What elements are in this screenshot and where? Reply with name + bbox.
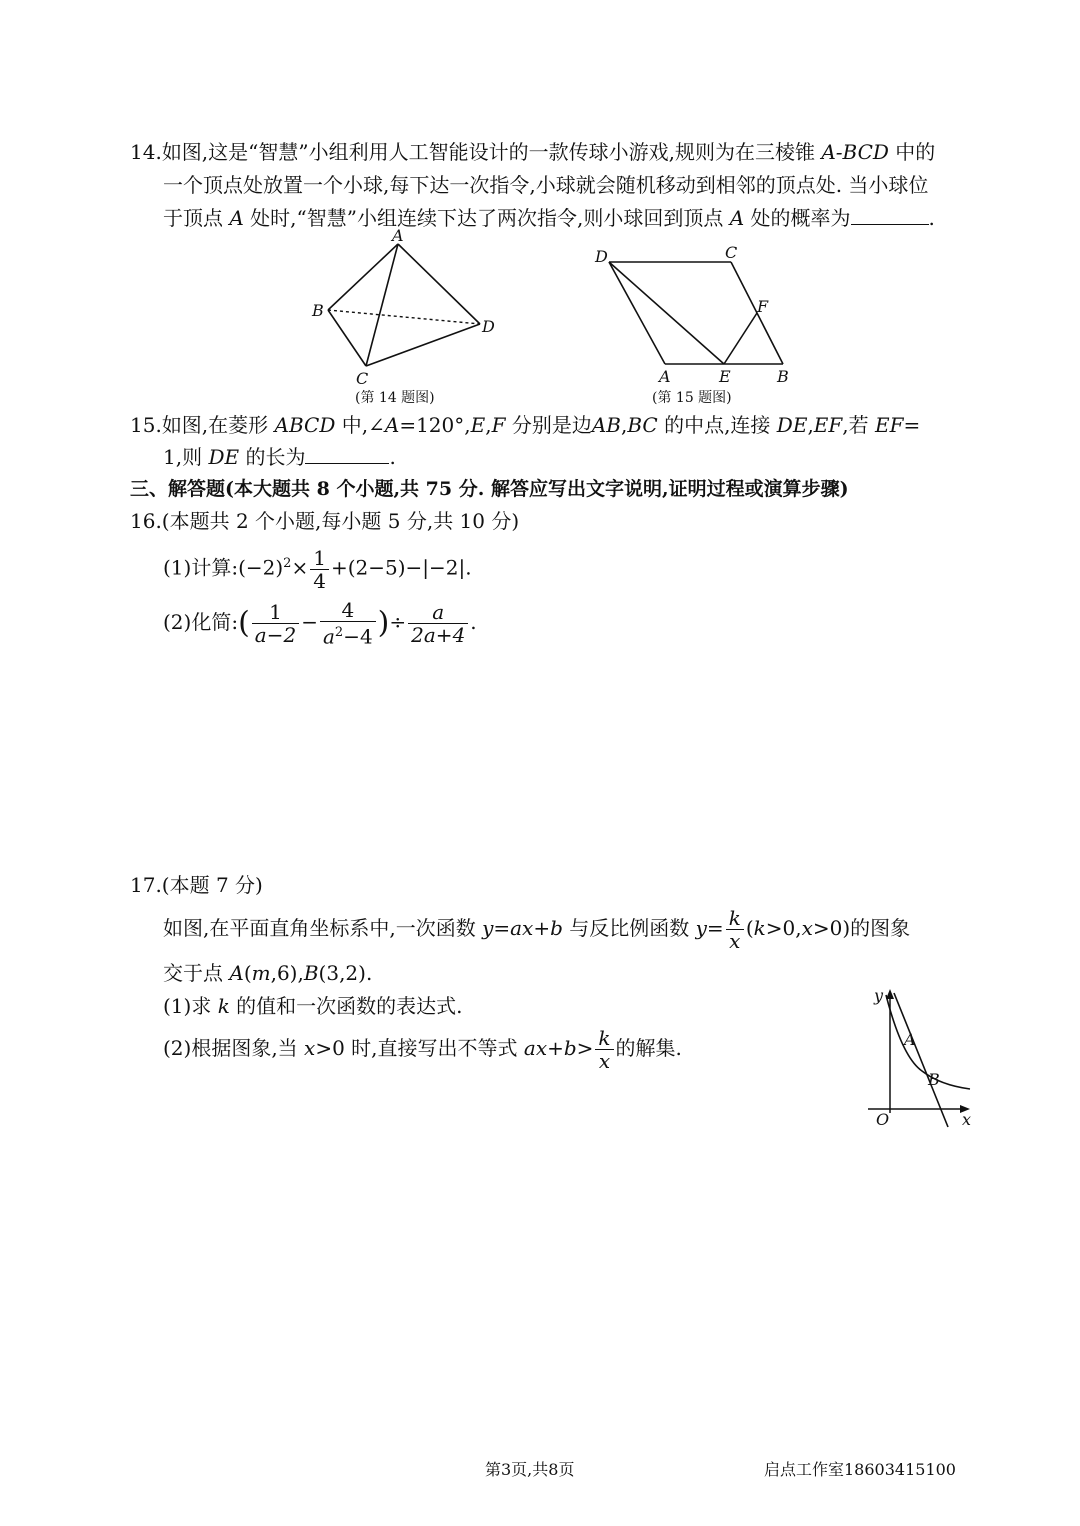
edge-ab — [328, 244, 398, 310]
edge-ad — [609, 262, 665, 364]
q15-line2: 1,则 DE 的长为 . — [163, 445, 396, 469]
q17-line2: 交于点 A(m,6),B(3,2). — [163, 961, 373, 985]
label-e: E — [719, 367, 731, 385]
q14-caption: (第 14 题图) — [355, 390, 435, 406]
edge-cd — [366, 324, 480, 366]
q14-number: 14. — [130, 140, 162, 164]
fraction-1-over-a-minus-2: $\frac{1}{a-2}$ — [252, 601, 299, 646]
q14-line2: 一个顶点处放置一个小球,每下达一次指令,小球就会随机移动到相邻的顶点处. 当小球位 — [163, 173, 929, 197]
q15-caption: (第 15 题图) — [652, 390, 732, 406]
section3-title: 三、解答题(本大题共 8 个小题,共 75 分. 解答应写出文字说明,证明过程或演算步骤) — [130, 478, 849, 500]
q15-rhombus-figure — [585, 240, 800, 385]
label-origin: O — [876, 1110, 890, 1129]
footer-page-number: 第3页,共8页 — [485, 1460, 575, 1479]
edge-bc — [328, 310, 366, 366]
label-y: y — [874, 986, 884, 1005]
q14-line3: 于顶点 A 处时,“智慧”小组连续下达了两次指令,则小球回到顶点 A 处的概率为 . — [163, 206, 935, 230]
q16-part1: (1)计算$:(-2)^2\times$ $\frac{1}{4}$ +(2−5)−|−2|. — [163, 545, 472, 593]
label-d: D — [482, 317, 495, 336]
q16-part2: (2)化简:( $\frac{1}{a-2}$ − $\frac{4}{a^2-4}$ )÷ $\frac{a}{2a+4}$ . — [163, 598, 477, 649]
q17-part2: (2)根据图象,当 x>0 时,直接写出不等式 ax+b> $\frac{k}{x}$ 的解集. — [163, 1026, 682, 1073]
label-point-b: B — [928, 1070, 940, 1089]
label-c: C — [356, 369, 369, 388]
label-x: x — [962, 1110, 972, 1129]
segment-de — [609, 262, 724, 364]
q15-answer-blank[interactable] — [305, 445, 389, 464]
linear-function-line — [894, 993, 948, 1127]
label-b: B — [777, 367, 789, 385]
q14-line1: 14.如图,这是“智慧”小组利用人工智能设计的一款传球小游戏,规则为在三棱锥 A-BCD 中的 — [130, 140, 936, 164]
fraction-4-over-a2-minus-4: $\frac{4}{a^2-4}$ — [320, 599, 376, 648]
label-d: D — [595, 247, 608, 266]
q17-part1: (1)求 k 的值和一次函数的表达式. — [163, 994, 463, 1018]
label-a: A — [392, 228, 404, 245]
label-a: A — [659, 367, 671, 385]
q15-number: 15. — [130, 413, 162, 437]
edge-bd-hidden — [328, 310, 480, 324]
q17-graph-figure — [858, 985, 978, 1130]
fraction-one-quarter: $\frac{1}{4}$ — [310, 547, 329, 592]
label-point-a: A — [904, 1030, 916, 1049]
edge-ac — [366, 244, 398, 366]
segment-ef — [724, 313, 757, 364]
label-f: F — [757, 297, 769, 316]
fraction-a-over-2a-plus-4: $\frac{a}{2a+4}$ — [408, 601, 468, 646]
q17-line1: 如图,在平面直角坐标系中,一次函数 y=ax+b 与反比例函数 y= $\frac{k}{x}$ (k>0,x>0)的图象 — [163, 906, 911, 953]
q14-answer-blank[interactable] — [851, 206, 929, 225]
label-c: C — [725, 243, 738, 262]
q17-header: 17.(本题 7 分) — [130, 873, 263, 897]
fraction-k-over-x-inequality: $\frac{k}{x}$ — [595, 1027, 613, 1072]
footer-studio: 启点工作室18603415100 — [764, 1460, 956, 1479]
edge-ad — [398, 244, 480, 324]
q16-header: 16.(本题共 2 个小题,每小题 5 分,共 10 分) — [130, 509, 520, 533]
q14-tetrahedron-figure — [300, 228, 510, 388]
fraction-k-over-x: $\frac{k}{x}$ — [726, 907, 744, 952]
q15-line1: 15.如图,在菱形 ABCD 中,∠A=120°,E,F 分别是边AB,BC 的中点,连接 DE,EF,若 EF= — [130, 413, 921, 437]
label-b: B — [312, 301, 324, 320]
